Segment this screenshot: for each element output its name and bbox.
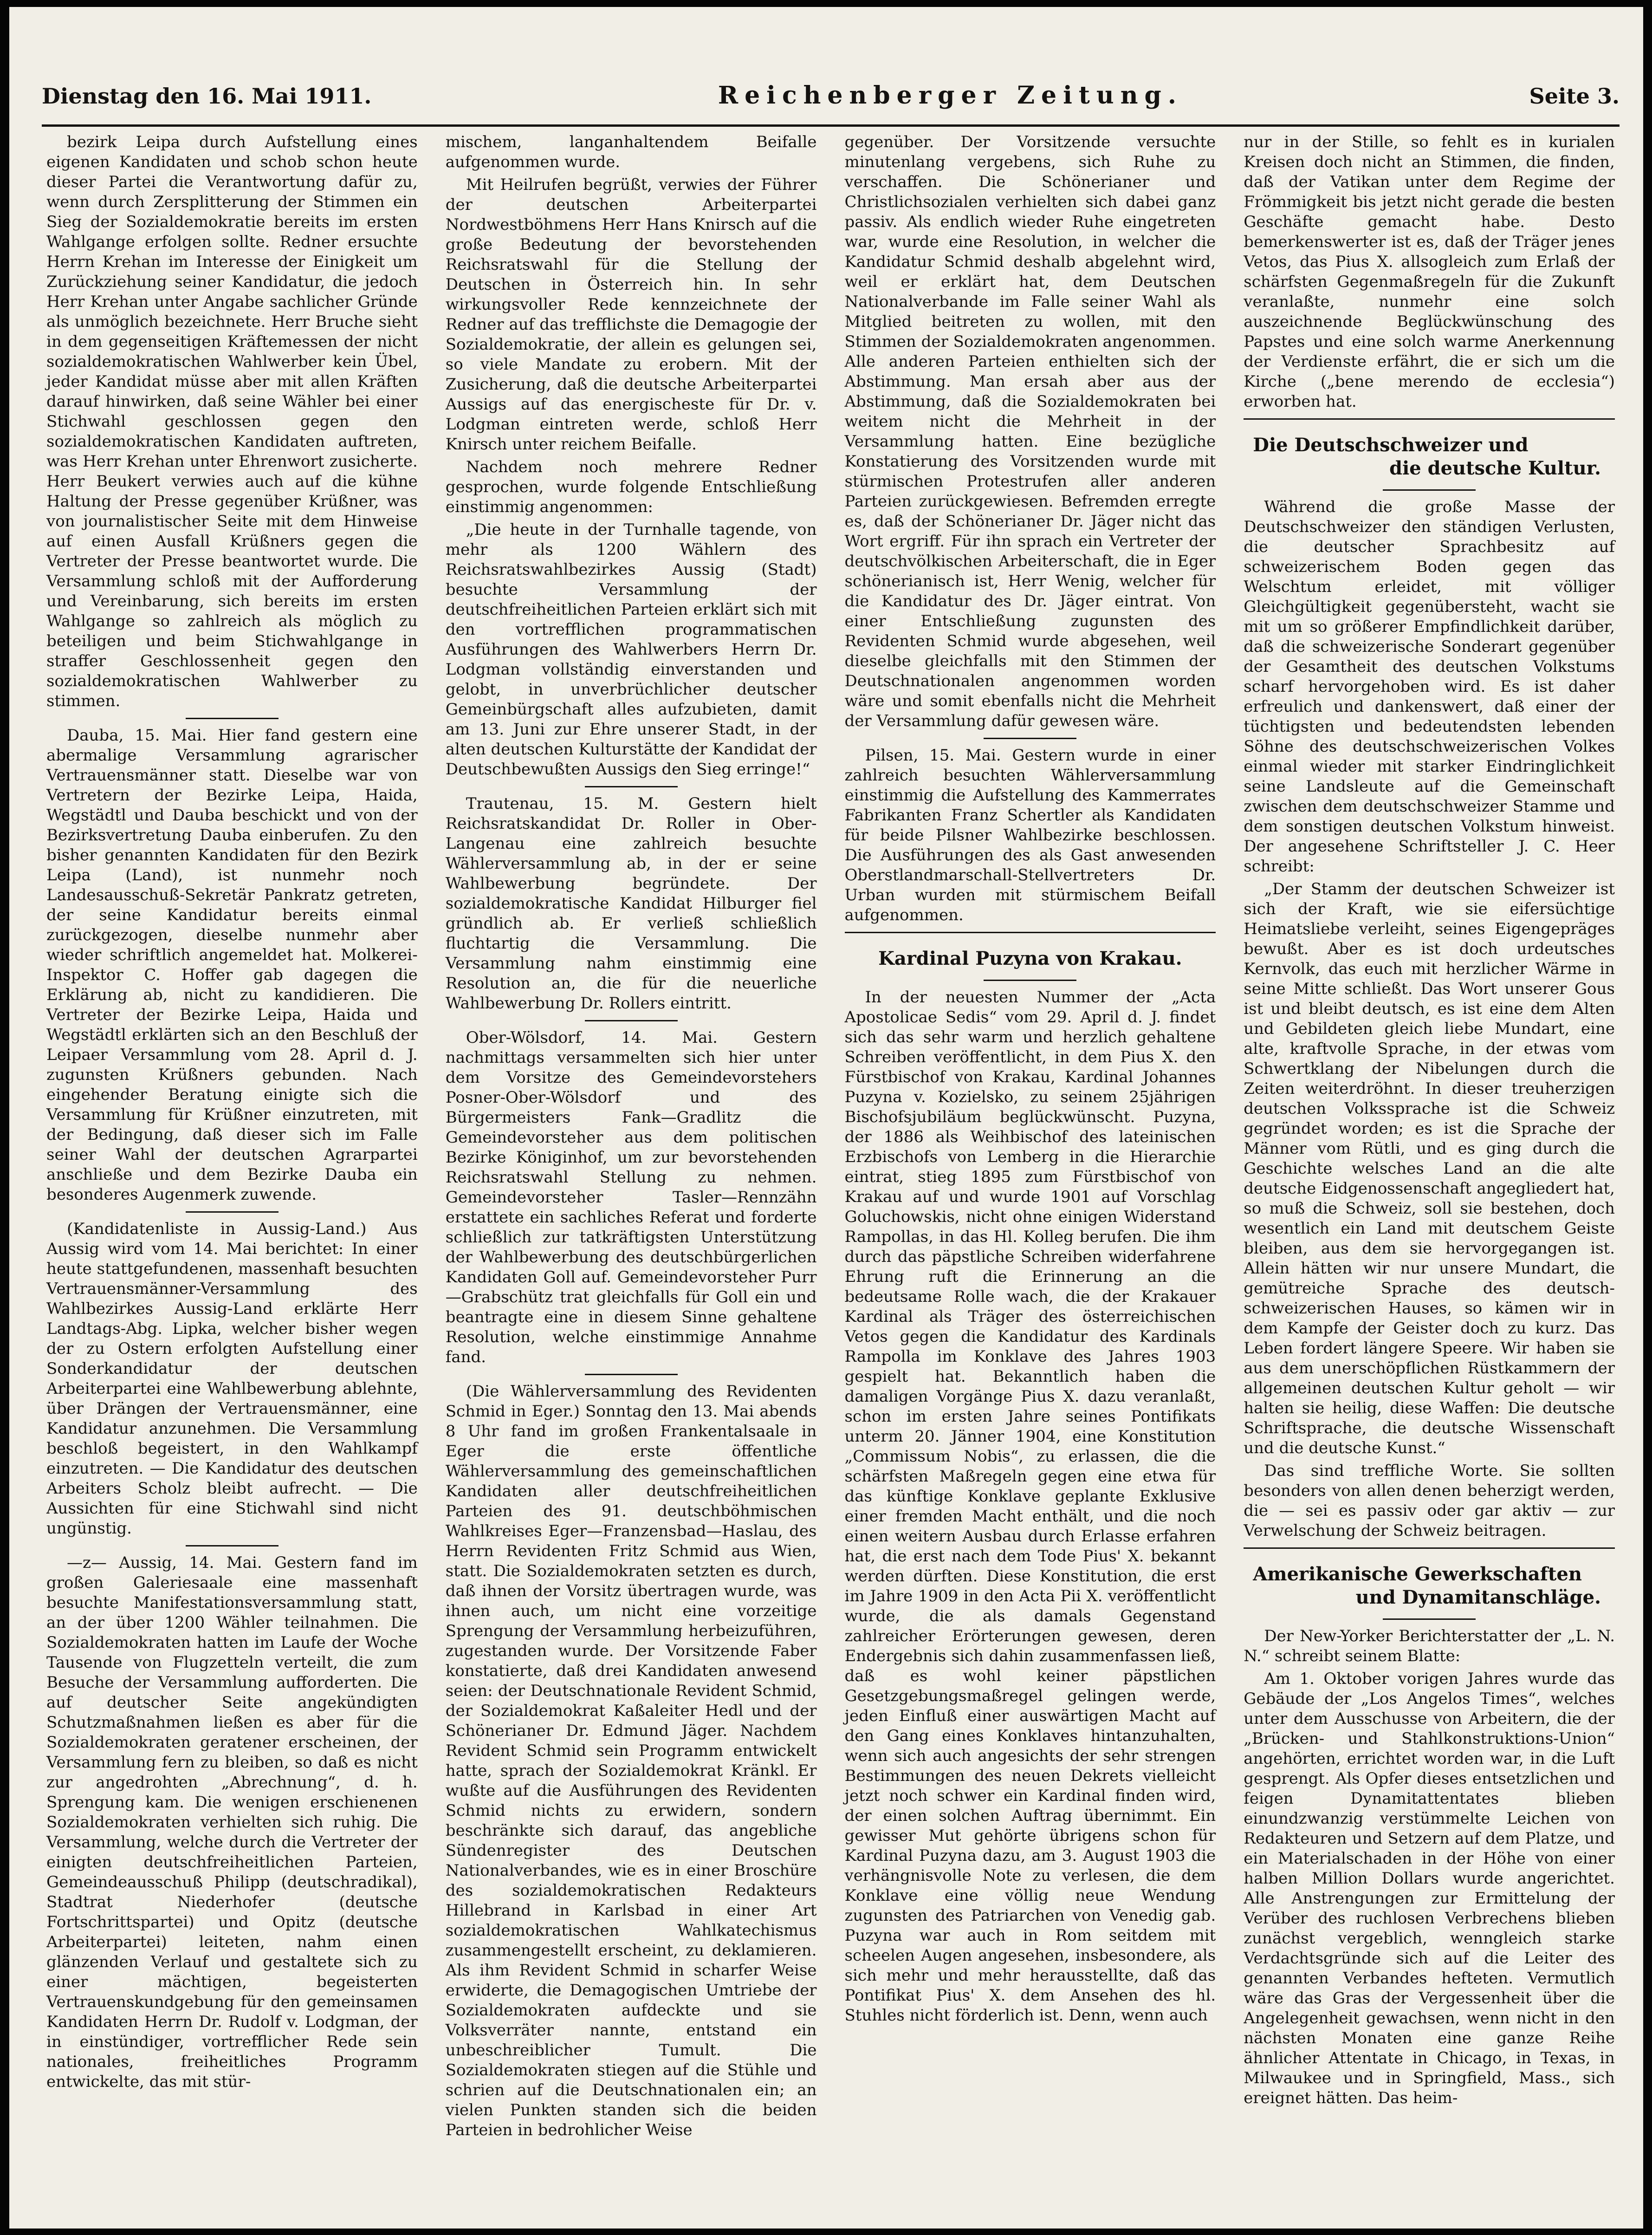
separator (1383, 489, 1476, 491)
headline-puzyna: Kardinal Puzyna von Krakau. (878, 948, 1182, 969)
paragraph: Das sind treffliche Worte. Sie sollten besonders von allen denen beherzigt werden, die — sei es passiv oder gar aktiv — zur Verwelschung der Schweiz beitragen. (1244, 1462, 1615, 1540)
masthead-date: Dienstag den 16. Mai 1911. (42, 84, 372, 109)
paragraph: In der neuesten Nummer der „Acta Apostolicae Sedis“ vom 29. April d. J. findet sich das sehr warm und herzlich gehaltene Schreiben veröffentlicht, in dem Pius X. den Fürstbischof von Krakau, Kardinal Johannes Puzyna v. Kozielsko, zu seinem 25jährigen Bischofsjubiläum beglückwünscht. Puzyna, der 1886 als Weihbischof des lateinischen Erzbischofs von Lemberg in die Hierarchie eintrat, stieg 1895 zum Fürstbischof von Krakau auf und wurde 1901 auf Vorschlag Goluchowskis, nicht ohne einigen Widerstand Rampollas, in das Hl. Kolleg berufen. Die ihm durch das päpstliche Schreiben widerfahrene Ehrung ruft die Erinnerung an die bedeutsame Rolle wach, die der Krakauer Kardinal als Träger des österreichischen Vetos gegen die Kandidatur des Kardinals Rampolla im Konklave des Jahres 1903 gespielt hat. Bekanntlich haben die damaligen Vorgänge Pius X. dazu veranlaßt, schon im ersten Jahre seines Pontifikats unterm 20. Jänner 1904, eine Konstitution „Commissum Nobis“, zu erlassen, die die schärfsten Maßregeln gegen eine etwa für das künftige Konklave geplante Exklusive einer fremden Macht enthält, und die noch einen weitern Ausbau durch Erlasse erfahren hat, die erst nach dem Tode Pius' X. bekannt werden dürften. Diese Konstitution, die erst im Jahre 1909 in den Acta Pii X. veröffentlicht wurde, die als damals Gegenstand zahlreicher Erörterungen gewesen, deren Endergebnis sich dahin zusammenfassen ließ, daß es wohl keiner päpstlichen Gesetzgebungsmaßregel gelingen werde, jeden Einfluß einer auswärtigen Macht auf den Gang eines Konklaves hintanzuhalten, wenn sich auch angesichts der sehr strengen Bestimmungen des neuen Dekrets vielleicht jetzt noch schwer ein Kardinal finden wird, der einen solchen Auftrag übernimmt. Ein gewisser Mut gehörte übrigens schon für Kardinal Puzyna dazu, am 3. August 1903 die verhängnisvolle Note zu verlesen, die dem Konklave eine völlig neue Wendung zugunsten des Patriarchen von Venedig gab. Puzyna war auch in Rom seitdem mit scheelen Augen angesehen, insbesondere, als sich mehr und mehr herausstellte, daß das Pontifikat Pius' X. dem Ansehen des hl. Stuhles nicht förderlich ist. Denn, wenn auch (844, 988, 1216, 2025)
column-1 (42, 132, 422, 2207)
separator (585, 1020, 678, 1021)
headline-line: und Dynamitanschläge. (1355, 1586, 1601, 1608)
paragraph: Am 1. Oktober vorigen Jahres wurde das Gebäude der „Los Angelos Times“, welches unter dem Ausschusse von Arbeitern, die der „Brücken- und Stahlkonstruktions-Union“ angehörten, errichtet worden war, in die Luft gesprengt. Als Opfer dieses entsetzlichen und feigen Dynamitattentates blieben einundzwanzig verstümmelte Leichen von Redakteuren und Setzern auf dem Platze, und ein Materialschaden in der Höhe von einer halben Million Dollars wurde angerichtet. Alle Anstrengungen zur Ermittelung der Verüber des ruchlosen Verbrechens blieben zunächst vergeblich, wenngleich starke Verdachtsgründe sich auf die Leiter des genannten Verbandes hefteten. Vermutlich wäre das Gras der Vergessenheit über die Angelegenheit gewachsen, wenn nicht in den nächsten Monaten eine ganze Reihe ähnlicher Attentate in Chicago, in Texas, in Milwaukee und in Springfield, Mass., sich ereignet hätten. Das heim- (1244, 1670, 1615, 2107)
column-2 (441, 132, 822, 2207)
paragraph: Dauba, 15. Mai. Hier fand gestern eine abermalige Versammlung agrarischer Vertrauensmänner statt. Dieselbe war von Vertretern der Bezirke Leipa, Haida, Wegstädtl und Dauba beschickt und von der Bezirksvertretung Dauba einberufen. Zu den bisher genannten Kandidaten für den Bezirk Leipa (Land), ist nunmehr noch Landesausschuß-Sekretär Pankratz getreten, der seine Kandidatur bereits einmal zurückgezogen, dieselbe nunmehr aber wieder schriftlich angemeldet hat. Molkerei-Inspektor C. Hoffer gab dagegen die Erklärung ab, nicht zu kandidieren. Die Vertreter der Bezirke Leipa, Haida und Wegstädtl erklärten sich an den Beschluß der Leipaer Versammlung vom 28. April d. J. zugunsten Krüßners gebunden. Nach eingehender Beratung einigte sich die Versammlung für Krüßner einzutreten, mit der Bedingung, daß dieser sich im Falle seiner Wahl der deutschen Agrarpartei anschließe und dem Bezirke Dauba ein besonderes Augenmerk zuwende. (46, 726, 418, 1204)
paragraph: Der New-Yorker Berichterstatter der „L. N. N.“ schreibt seinem Blatte: (1244, 1627, 1615, 1665)
masthead-title: Reichenberger Zeitung. (718, 81, 1183, 110)
separator (186, 1545, 279, 1546)
article-columns (42, 132, 1620, 2207)
section-rule (845, 932, 1216, 933)
paragraph: Ober-Wölsdorf, 14. Mai. Gestern nachmittags versammelten sich hier unter dem Vorsitze des Gemeindevorstehers Posner-Ober-Wölsdorf und des Bürgermeisters Fank—Gradlitz die Gemeindevorsteher aus dem politischen Bezirke Königinhof, um zur bevorstehenden Reichsratswahl Stellung zu nehmen. Gemeindevorsteher Tasler—Rennzähn erstattete ein sachliches Referat und forderte schließlich zur tatkräftigsten Unterstützung der Wahlbewerbung des deutschbürgerlichen Kandidaten Goll auf. Gemeindevorsteher Purr—Grabschütz trat gleichfalls für Goll ein und beantragte eine in diesem Sinne gehaltene Resolution, welche einstimmige Annahme fand. (445, 1028, 817, 1366)
paragraph: gegenüber. Der Vorsitzende versuchte minutenlang vergebens, sich Ruhe zu verschaffen. Die Schönerianer und Christlichsozialen verhielten sich dabei ganz passiv. Als endlich wieder Ruhe eingetreten war, wurde eine Resolution, in welcher die Kandidatur Schmid deshalb abgelehnt wird, weil er erklärt hat, dem Deutschen Nationalverbande im Falle seiner Wahl als Mitglied beitreten zu wollen, mit den Stimmen der Sozialdemokraten angenommen. Alle anderen Parteien enthielten sich der Abstimmung. Man ersah aber aus der Abstimmung, daß die Sozialdemokraten bei weitem nicht die Mehrheit in der Versammlung hatten. Eine bezügliche Konstatierung des Vorsitzenden wurde mit stürmischen Protestrufen aller anderen Parteien zurückgewiesen. Befremden erregte es, daß der Schönerianer Dr. Jäger nicht das Wort ergriff. Für ihn sprach ein Vertreter der deutschvölkischen Arbeiterschaft, die in Eger schönerianisch ist, Herr Wenig, welcher für die Kandidatur des Dr. Jäger eintrat. Von einer Entschließung zugunsten des Revidenten Schmid wurde abgesehen, weil dieselbe gleichfalls mit den Stimmen der Deutschnationalen angenommen worden wäre und somit ebenfalls nicht die Mehrheit der Versammlung dafür gewesen wäre. (844, 133, 1216, 730)
separator (186, 1211, 279, 1213)
masthead (42, 81, 1620, 118)
headline-line: Amerikanische Gewerkschaften (1253, 1563, 1582, 1585)
paragraph: (Die Wählerversammlung des Revidenten Schmid in Eger.) Sonntag den 13. Mai abends 8 Uhr fand im großen Frankentalsaale in Eger die erste öffentliche Wählerversammlung des gemeinschaftlichen Kandidaten aller deutschfreiheitlichen Parteien des 91. deutschböhmischen Wahlkreises Eger—Franzensbad—Haslau, des Herrn Revidenten Fritz Schmid aus Wien, statt. Die Sozialdemokraten setzten es durch, daß ihnen der Vorsitz übertragen wurde, was ihnen auch, um nicht eine vorzeitige Sprengung der Versammlung herbeizuführen, zugestanden wurde. Der Vorsitzende Faber konstatierte, daß drei Kandidaten anwesend seien: der Deutschnationale Revident Schmid, der Sozialdemokrat Kaßaleiter Hedl und der Schönerianer Dr. Edmund Jäger. Nachdem Revident Schmid sein Programm entwickelt hatte, sprach der Sozialdemokrat Kränkl. Er wußte auf die Ausführungen des Revidenten Schmid nichts zu erwidern, sondern beschränkte sich darauf, das angebliche Sündenregister des Deutschen Nationalverbandes, wie es in einer Broschüre des sozialdemokratischen Redakteurs Hillebrand in Karlsbad in einer Art sozialdemokratischen Wahlkatechismus zusammengestellt erscheint, zu deklamieren. Als ihm Revident Schmid in scharfer Weise erwiderte, die Demagogischen Umtriebe der Sozialdemokraten aufdeckte und sie Volksverräter nannte, entstand ein unbeschreiblicher Tumult. Die Sozialdemokraten stiegen auf die Stühle und schrien auf die Deutschnationalen ein; an vielen Punkten standen sich die beiden Parteien in bedrohlicher Weise (445, 1382, 817, 2139)
paragraph: Trautenau, 15. M. Gestern hielt Reichsratskandidat Dr. Roller in Ober-Langenau eine zahlreich besuchte Wählerversammlung ab, in der er seine Wahlbewerbung begründete. Der sozialdemokratische Kandidat Hilburger fiel gründlich ab. Er verließ schließlich fluchtartig die Versammlung. Die Versammlung nahm einstimmig eine Resolution an, die für die neuerliche Wahlbewerbung Dr. Rollers eintritt. (445, 794, 817, 1013)
separator (984, 738, 1076, 739)
section-rule (1244, 418, 1615, 420)
separator (186, 718, 279, 719)
headline-deutschschweizer (1244, 434, 1615, 480)
separator (585, 786, 678, 787)
paragraph: Nachdem noch mehrere Redner gesprochen, wurde folgende Entschließung einstimmig angenommen: (445, 458, 817, 516)
paragraph: —z— Aussig, 14. Mai. Gestern fand im großen Galeriesaale eine massenhaft besuchte Manifestationsversammlung statt, an der über 1200 Wähler teilnahmen. Die Sozialdemokraten hatten im Laufe der Woche Tausende von Flugzetteln verteilt, die zum Besuche der Versammlung aufforderten. Die auf deutscher Seite angekündigten Schutzmaßnahmen ließen es aber für die Sozialdemokraten geratener erscheinen, der Versammlung fern zu bleiben, so daß es nicht zur angedrohten „Abrechnung“, d. h. Sprengung kam. Die wenigen erschienenen Sozialdemokraten verhielten sich ruhig. Die Versammlung, welche durch die Vertreter der einigten deutschfreiheitlichen Parteien, Gemeindeausschuß Philipp (deutschradikal), Stadtrat Niederhofer (deutsche Fortschrittspartei) und Opitz (deutsche Arbeiterpartei) leiteten, nahm einen glänzenden Verlauf und gestaltete sich zu einer mächtigen, begeisterten Vertrauenskundgebung für den gemeinsamen Kandidaten Herrn Dr. Rudolf v. Lodgman, der in einstündiger, vortrefflicher Rede sein nationales, freiheitliches Programm entwickelte, das mit stür- (46, 1553, 418, 2091)
headline-line: die deutsche Kultur. (1389, 457, 1601, 479)
separator (1383, 1618, 1476, 1620)
section-rule (1244, 1547, 1615, 1549)
column-4 (1239, 132, 1620, 2207)
column-3 (840, 132, 1221, 2207)
headline-gewerkschaften (1244, 1563, 1615, 1609)
paragraph: „Der Stamm der deutschen Schweizer ist sich der Kraft, wie sie eifersüchtige Heimatsliebe verleiht, seines Eigengepräges bewußt. Aber es ist doch urdeutsches Kernvolk, das euch mit herzlicher Wärme in seine Mitte schließt. Das Wort unserer Gous ist und bleibt deutsch, es ist eine dem Alten und Gebildeten gleich liebe Mundart, eine alte, kraftvolle Sprache, in der etwas vom Schwertklang der Nibelungen durch die Zeiten weiterdröhnt. In dieser treuherzigen deutschen Volkssprache ist die Schweiz gegründet worden; es ist die Sprache der Männer vom Rütli, und es ging durch die Geschichte welsches Land an die alte deutsche Eidgenossenschaft angegliedert hat, so muß die Schweiz, soll sie bestehen, doch wesentlich ein Land mit deutschem Geiste bleiben, aus dem sie hervorgegangen ist. Allein hätten wir nur unsere Mundart, die gemütreiche Sprache des deutsch-schweizerischen Hauses, so kämen wir in dem Kampfe der Geister doch zu kurz. Das Leben fordert längere Speere. Wir haben sie aus dem unerschöpflichen Rüstkammern der allgemeinen deutschen Kultur geholt — wir halten sie heilig, diese Waffen: Die deutsche Schriftsprache, die deutsche Wissenschaft und die deutsche Kunst.“ (1244, 880, 1615, 1457)
paragraph: Während die große Masse der Deutschschweizer den ständigen Verlusten, die deutscher Sprachbesitz auf schweizerischem Boden gegen das Welschtum erleidet, mit völliger Gleichgültigkeit gegenübersteht, wacht sie mit um so größerer Empfindlichkeit darüber, daß die schweizerische Sonderart gegenüber der Gesamtheit des deutschen Volkstums scharf hervorgehoben wird. Es ist daher erfreulich und dankenswert, daß einer der tüchtigsten und bedeutendsten lebenden Söhne des deutschschweizerischen Volkes einmal wieder mit starker Eindringlichkeit seine Landsleute auf die Gemeinschaft zwischen dem deutschschweizer Stamme und dem sonstigen deutschen Volkstum hinweist. Der angesehene Schriftsteller J. C. Heer schreibt: (1244, 498, 1615, 876)
headline-line: Die Deutschschweizer und (1253, 434, 1529, 456)
paragraph: mischem, langanhaltendem Beifalle aufgenommen wurde. (445, 133, 817, 171)
paragraph: bezirk Leipa durch Aufstellung eines eigenen Kandidaten und schob schon heute dieser Partei die Verantwortung dafür zu, wenn durch Zersplitterung der Stimmen ein Sieg der Sozialdemokratie bereits im ersten Wahlgange erfolgen sollte. Redner ersuchte Herrn Krehan im Interesse der Einigkeit um Zurückziehung seiner Kandidatur, die jedoch Herr Krehan unter Angabe sachlicher Gründe als unmöglich bezeichnete. Herr Bruche sieht in dem gegenseitigen Kräftemessen der nicht sozialdemokratischen Wahlwerber kein Übel, jeder Kandidat müsse aber mit allen Kräften darauf hinwirken, daß seine Wähler bei einer Stichwahl geschlossen gegen den sozialdemokratischen Kandidaten auftreten, was Herr Krehan unter Ehrenwort zusicherte. Herr Beukert verwies auch auf die kühne Haltung der Presse gegenüber Krüßner, was von journalistischer Seite mit dem Hinweise auf einen Ausfall Krüßners gegen die Vertreter der Presse beantwortet wurde. Die Versammlung schloß mit der Aufforderung und Vereinbarung, sich bereits im ersten Wahlgange so zahlreich als möglich zu beteiligen und beim Stichwahlgange in straffer Geschlossenheit gegen den sozialdemokratischen Wahlwerber zu stimmen. (46, 133, 418, 710)
paragraph: (Kandidatenliste in Aussig-Land.) Aus Aussig wird vom 14. Mai berichtet: In einer heute stattgefundenen, massenhaft besuchten Vertrauensmänner-Versammlung des Wahlbezirkes Aussig-Land erklärte Herr Landtags-Abg. Lipka, welcher bisher wegen der zu Ostern erfolgten Aufstellung einer Sonderkandidatur der deutschen Arbeiterpartei eine Wahlbewerbung ablehnte, über Drängen der Vertrauensmänner, eine Kandidatur anzunehmen. Die Versammlung beschloß begeistert, in den Wahlkampf einzutreten. — Die Kandidatur des deutschen Arbeiters Scholz bleibt aufrecht. — Die Aussichten für eine Stichwahl sind nicht ungünstig. (46, 1220, 418, 1538)
paragraph: „Die heute in der Turnhalle tagende, von mehr als 1200 Wählern des Reichsratswahlbezirkes Aussig (Stadt) besuchte Versammlung der deutschfreiheitlichen Parteien erklärt sich mit den vortrefflichen programmatischen Ausführungen des Wahlwerbers Herrn Dr. Lodgman vollständig einverstanden und gelobt, in unverbrüchlicher deutscher Gemeinbürgschaft alles aufzubieten, damit am 13. Juni zur Ehre unserer Stadt, in der alten deutschen Kulturstätte der Kandidat der Deutschbewußten Aussigs den Sieg erringe!“ (445, 520, 817, 779)
paragraph: Mit Heilrufen begrüßt, verwies der Führer der deutschen Arbeiterpartei Nordwestböhmens Herr Hans Knirsch auf die große Bedeutung der bevorstehenden Reichsratswahl für die Stellung der Deutschen in Österreich hin. In sehr wirkungsvoller Rede kennzeichnete der Redner auf das trefflichste die Demagogie der Sozialdemokratie, der allein es gelungen sei, so viele Mandate zu erobern. Mit der Zusicherung, daß die deutsche Arbeiterpartei Aussigs auf das energischeste für Dr. v. Lodgman eintreten werde, schloß Herr Knirsch unter reichem Beifalle. (445, 175, 817, 454)
masthead-page-number: Seite 3. (1529, 84, 1620, 109)
separator (585, 1374, 678, 1375)
separator (984, 980, 1076, 981)
paragraph: nur in der Stille, so fehlt es in kurialen Kreisen doch nicht an Stimmen, die finden, daß der Vatikan unter dem Regime der Frömmigkeit bis jetzt nicht gerade die besten Geschäfte gemacht habe. Desto bemerkenswerter ist es, daß der Träger jenes Vetos, das Pius X. allsogleich zum Erlaß der schärfsten Gegenmaßregeln für die Zukunft veranlaßte, nunmehr eine solch auszeichnende Beglückwünschung des Papstes und eine solch warme Anerkennung der Verdienste erfährt, die er sich um die Kirche („bene merendo de ecclesia“) erworben hat. (1244, 133, 1615, 411)
paragraph: Pilsen, 15. Mai. Gestern wurde in einer zahlreich besuchten Wählerversammlung einstimmig die Aufstellung des Kammerrates Fabrikanten Franz Schertler als Kandidaten für beide Pilsner Wahlbezirke beschlossen. Die Ausführungen des als Gast anwesenden Oberstlandmarschall-Stellvertreters Dr. Urban wurden mit stürmischem Beifall aufgenommen. (844, 746, 1216, 924)
masthead-rule (42, 124, 1620, 127)
